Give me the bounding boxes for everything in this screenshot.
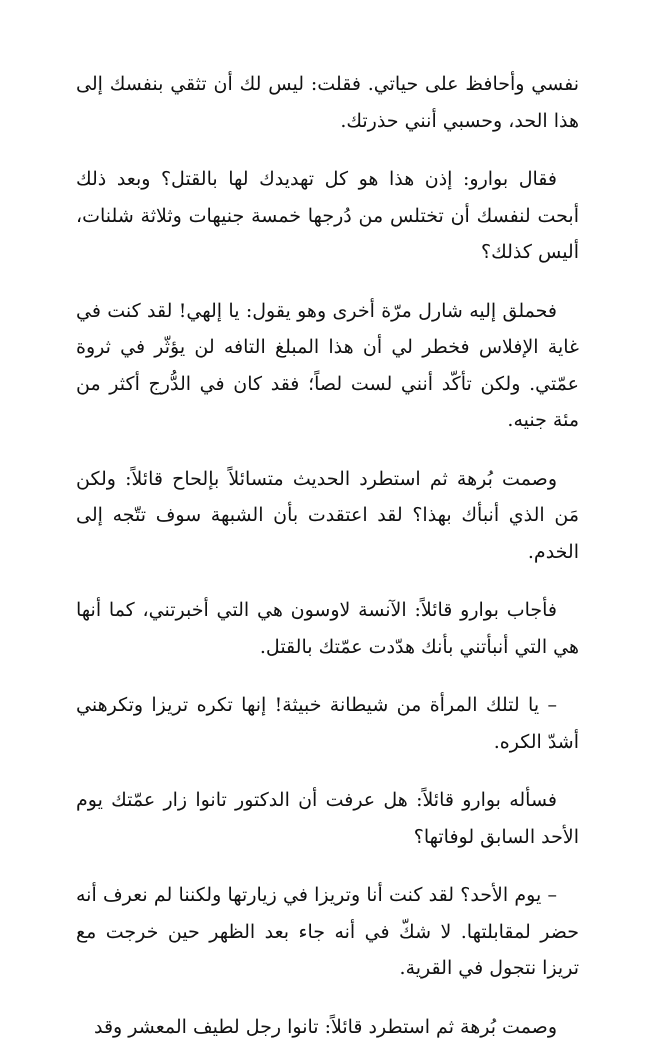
paragraph-2: فقال بوارو: إذن هذا هو كل تهديدك لها بالقتل؟ وبعد ذلك أبحت لنفسك أن تختلس من دُرجها خمسة جنيهات وثلاثة شلنات، أليس كذلك؟ [76,161,579,271]
paragraph-7: فسأله بوارو قائلاً: هل عرفت أن الدكتور تانوا زار عمّتك يوم الأحد السابق لوفاتها؟ [76,782,579,855]
paragraph-6: – يا لتلك المرأة من شيطانة خبيثة! إنها تكره تريزا وتكرهني أشدّ الكره. [76,687,579,760]
paragraph-5: فأجاب بوارو قائلاً: الآنسة لاوسون هي التي أخبرتني، كما أنها هي التي أنبأتني بأنك هدّدت عمّتك بالقتل. [76,592,579,665]
paragraph-4: وصمت بُرهة ثم استطرد الحديث متسائلاً بإلحاح قائلاً: ولكن مَن الذي أنبأك بهذا؟ لقد اعتقدت بأن الشبهة سوف تتّجه إلى الخدم. [76,461,579,571]
paragraph-9: وصمت بُرهة ثم استطرد قائلاً: تانوا رجل لطيف المعشر وقد [76,1009,579,1045]
paragraph-3: فحملق إليه شارل مرّة أخرى وهو يقول: يا إلهي! لقد كنت في غاية الإفلاس فخطر لي أن هذا المبلغ التافه لن يؤثّر في ثروة عمّتي. ولكن تأكّد أنني لست لصاً؛ فقد كان في الدُّرج أكثر من مئة جنيه. [76,293,579,439]
paragraph-8: – يوم الأحد؟ لقد كنت أنا وتريزا في زيارتها ولكننا لم نعرف أنه حضر لمقابلتها. لا شكّ في أنه جاء بعد الظهر حين خرجت مع تريزا نتجول في القرية. [76,877,579,987]
paragraph-1: نفسي وأحافظ على حياتي. فقلت: ليس لك أن تثقي بنفسك إلى هذا الحد، وحسبي أنني حذرتك. [76,66,579,139]
